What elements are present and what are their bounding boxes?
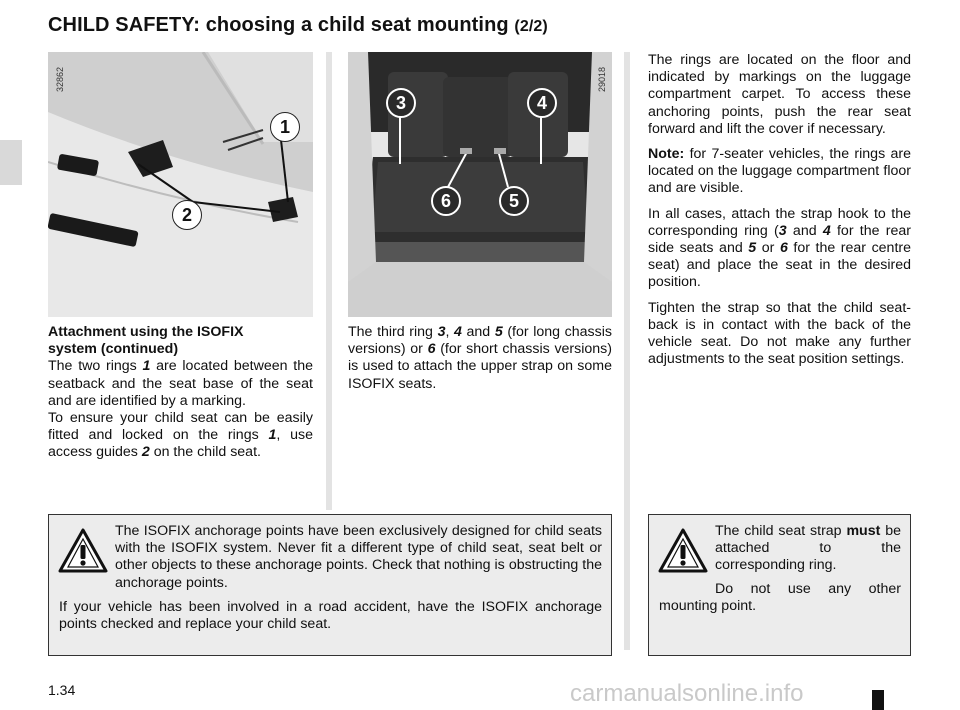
corner-mark xyxy=(872,690,884,710)
access-guides-paragraph: To ensure your child seat can be easily fitted and locked on the rings 1, use access guides 2 on the child seat. xyxy=(48,410,313,461)
column-divider-1 xyxy=(326,52,332,510)
title-subtitle: (2/2) xyxy=(514,18,548,35)
ref-ring-1: 1 xyxy=(142,358,151,375)
figure-code-right: 29018 xyxy=(597,66,607,92)
seat-illustration xyxy=(48,52,313,317)
callout-3: 3 xyxy=(386,88,416,118)
callout-4: 4 xyxy=(527,88,557,118)
trunk-illustration xyxy=(348,52,612,317)
callout-5: 5 xyxy=(499,186,529,216)
isofix-warning-paragraph-2: If your vehicle has been involved in a road accident, have the ISOFIX anchorage points checked and replace your child seat. xyxy=(59,599,602,633)
strap-warning-paragraph-2: Do not use any other mounting point. xyxy=(659,581,901,615)
strap-hook-paragraph: In all cases, attach the strap hook to the corresponding ring (3 and 4 for the rear side seats and 5 or 6 for the rear centre seat) and place the seat in the desired position. xyxy=(648,205,912,291)
rings-location-paragraph: The rings are located on the floor and indicated by markings on the luggage compartment carpet. To access these anchoring points, push the rear seat forward and lift the cover if necessary. xyxy=(648,52,911,137)
ref-ring-1b: 1 xyxy=(268,427,277,444)
section-tab xyxy=(0,140,22,185)
warning-triangle-icon xyxy=(57,527,109,575)
tighten-strap-paragraph: Tighten the strap so that the child seat-back is in contact with the back of the vehicle seat. Do not make any further adjustments to the seat position settings. xyxy=(648,299,911,368)
section-heading-2: system (continued) xyxy=(48,341,179,358)
isofix-warning-box xyxy=(48,514,612,656)
isofix-attachment-section xyxy=(48,324,313,462)
figure-code-left: 32862 xyxy=(55,66,65,92)
page-title xyxy=(48,14,548,37)
third-ring-section xyxy=(348,324,612,393)
column-divider-2 xyxy=(624,52,630,650)
watermark: carmanualsonline.info xyxy=(570,680,804,707)
seat-isofix-photo xyxy=(48,52,313,317)
strap-warning-box xyxy=(648,514,911,656)
page-number: 1.34 xyxy=(48,682,76,698)
third-ring-paragraph: The third ring 3, 4 and 5 (for long chassis versions) or 6 (for short chassis versions) is used to attach the upper strap on some ISOFIX seats. xyxy=(348,324,612,392)
callout-1: 1 xyxy=(270,112,300,142)
ref-guide-2: 2 xyxy=(141,444,150,461)
strap-warning-paragraph-1: The child seat strap must be attached to the corresponding ring. xyxy=(715,523,901,574)
isofix-warning-paragraph-1: The ISOFIX anchorage points have been exclusively designed for child seats with the ISOFIX system. Never fit a different type of child seat, seat belt or other objects to these anchorage points. Check that nothing is obstructing the anchorage points. xyxy=(115,523,602,591)
warning-triangle-icon xyxy=(657,527,709,575)
section-heading-1: Attachment using the ISOFIX xyxy=(48,324,244,340)
luggage-compartment-photo xyxy=(348,52,612,317)
title-main: CHILD SAFETY: choosing a child seat mounting xyxy=(48,14,509,36)
callout-6: 6 xyxy=(431,186,461,216)
callout-2: 2 xyxy=(172,200,202,230)
rings-location-section xyxy=(648,52,911,376)
seven-seater-note: Note: for 7-seater vehicles, the rings are located on the luggage compartment floor and are visible. xyxy=(648,146,911,197)
isofix-rings-paragraph: The two rings 1 are located between the seatback and the seat base of the seat and are identified by a marking. xyxy=(48,358,313,409)
